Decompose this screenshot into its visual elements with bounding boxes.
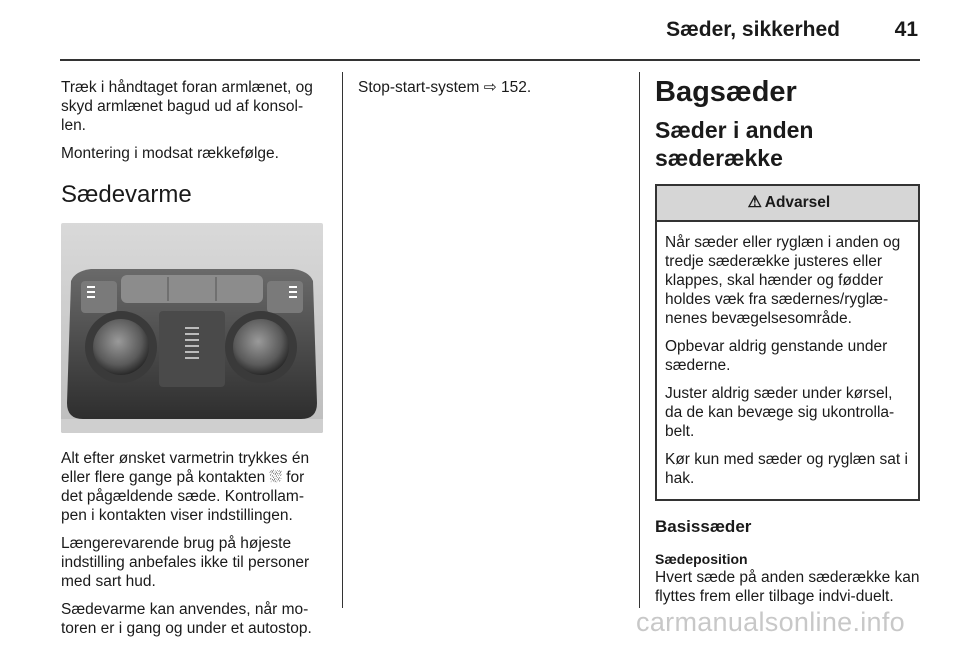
header-rule bbox=[60, 59, 920, 61]
armrest-mounting-text: Montering i modsat rækkefølge. bbox=[61, 145, 279, 162]
seat-position-text: Hvert sæde på anden sæderække kan flyttes frem eller tilbage indvi-duelt. bbox=[655, 569, 920, 605]
column-divider-1 bbox=[342, 72, 343, 608]
warning-text-3: Juster aldrig sæder under kørsel, da de kan bevæge sig ukontrolla-belt. bbox=[665, 385, 895, 440]
column-left bbox=[61, 78, 326, 647]
column-right bbox=[655, 78, 920, 615]
column-divider-2 bbox=[639, 72, 640, 608]
warning-text-4: Kør kun med sæder og ryglæn sat i hak. bbox=[665, 451, 908, 487]
warning-text-2: Opbevar aldrig genstande under sæderne. bbox=[665, 338, 888, 374]
warning-header bbox=[657, 186, 918, 222]
rear-seats-heading: Bagsæder bbox=[655, 76, 797, 108]
warning-triangle-icon: ⚠ bbox=[747, 194, 762, 211]
warning-box bbox=[655, 184, 920, 501]
seat-heating-instruction: Alt efter ønsket varmetrin trykkes én eller flere gange på kontakten ⛆ for det pågældende sæde. Kontrollam-pen i kontakten viser indstillingen. bbox=[61, 450, 310, 524]
page-number: 41 bbox=[894, 18, 918, 41]
watermark: carmanualsonline.info bbox=[636, 607, 905, 637]
warning-body bbox=[657, 222, 918, 499]
warning-text-1: Når sæder eller ryglæn i anden og tredje sæderække justeres eller klappes, skal hænder og fødder holdes væk fra sædernes/ryglæ-nenes bevægelsesområde. bbox=[665, 234, 901, 327]
stop-start-reference: Stop-start-system ⇨ 152. bbox=[358, 79, 532, 96]
page-header bbox=[0, 0, 960, 60]
page-title: Sæder, sikkerhed bbox=[666, 18, 840, 41]
armrest-removal-text: Træk i håndtaget foran armlænet, og skyd armlænet bagud ud af konsol-len. bbox=[61, 79, 313, 134]
seat-heating-availability: Sædevarme kan anvendes, når mo-toren er i gang og under et autostop. bbox=[61, 601, 312, 637]
basic-seats-heading: Basissæder bbox=[655, 517, 752, 536]
seat-heating-heading: Sædevarme bbox=[61, 181, 192, 208]
climate-control-panel-image bbox=[61, 223, 323, 433]
warning-title: Advarsel bbox=[764, 194, 831, 211]
column-middle bbox=[358, 78, 618, 106]
seat-position-subheading: Sædeposition bbox=[655, 551, 748, 567]
seat-heating-caution: Længerevarende brug på højeste indstilling anbefales ikke til personer med sart hud. bbox=[61, 535, 310, 590]
second-row-heading: Sæder i anden sæderække bbox=[655, 117, 814, 171]
climate-control-panel-icon bbox=[61, 223, 323, 433]
